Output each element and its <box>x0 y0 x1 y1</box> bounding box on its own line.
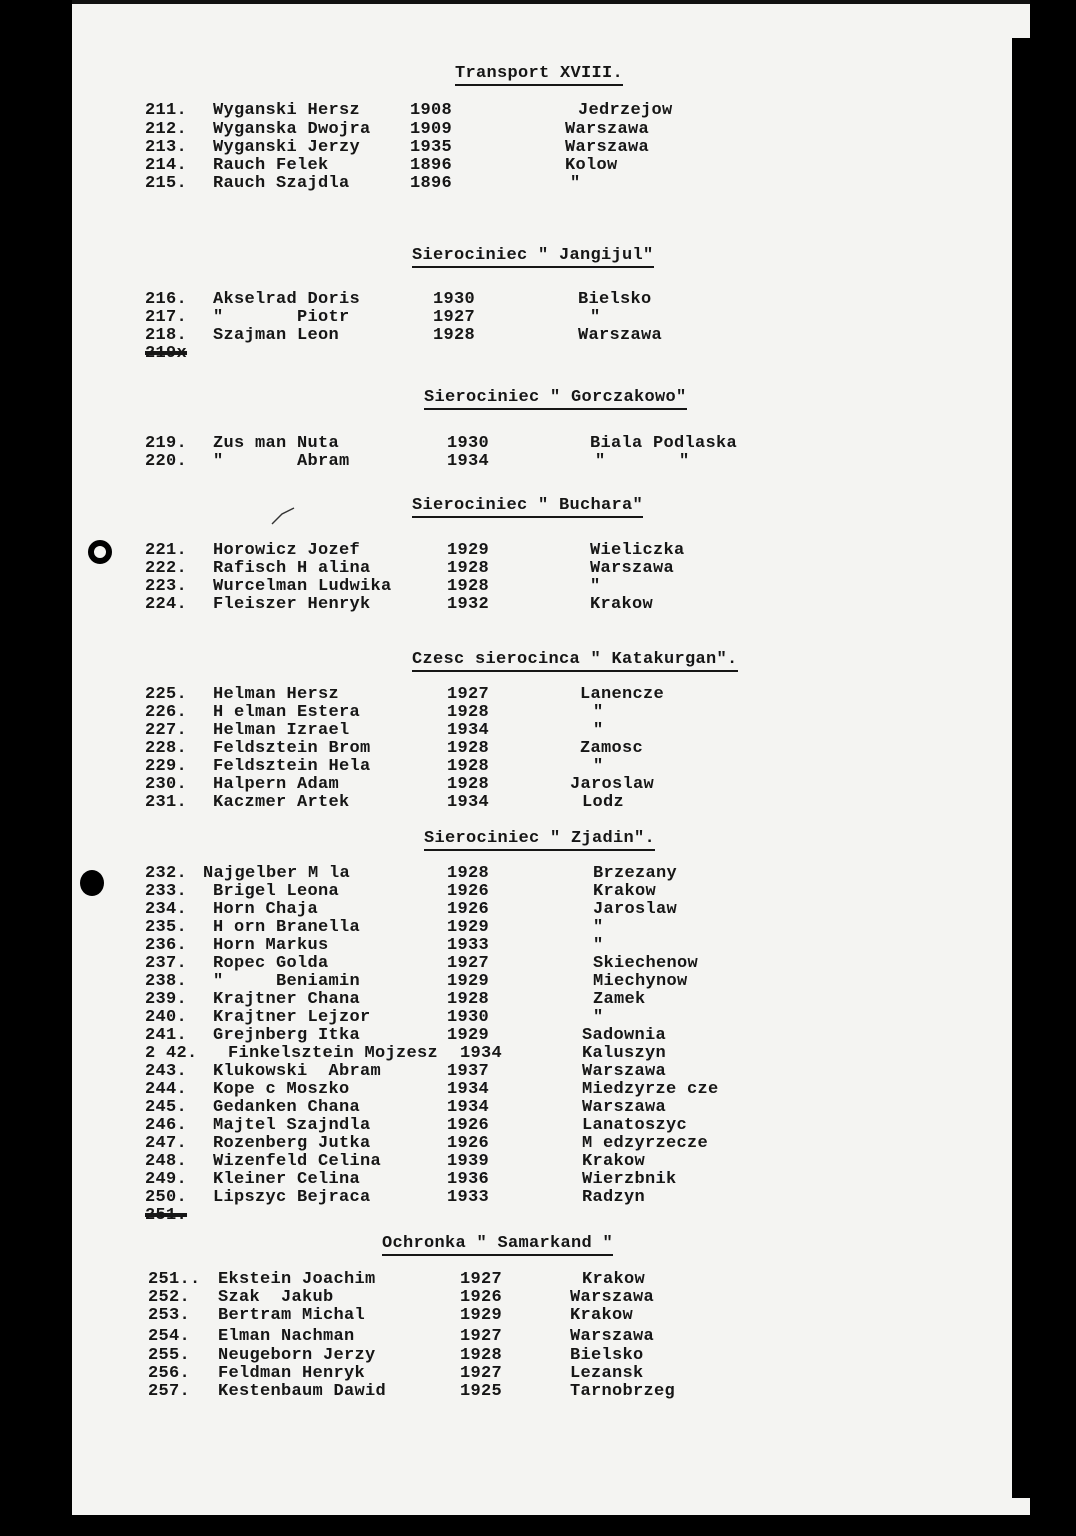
list-item <box>0 1134 1076 1154</box>
list-item <box>0 954 1076 974</box>
section-heading-text: Sierociniec " Gorczakowo" <box>424 388 687 410</box>
entry-place: Warszawa <box>565 138 650 157</box>
list-item <box>0 685 1076 705</box>
entry-year: 1926 <box>447 900 490 919</box>
list-item <box>0 1188 1076 1208</box>
entry-name: Elman Nachman <box>218 1327 355 1346</box>
entry-number: 238. <box>145 972 188 991</box>
entry-year: 1930 <box>447 434 490 453</box>
entry-number: 254. <box>148 1327 191 1346</box>
list-item <box>0 864 1076 884</box>
entry-number: 2 42. <box>145 1044 198 1063</box>
entry-name: Wyganska Dwojra <box>213 120 371 139</box>
entry-number: 249. <box>145 1170 188 1189</box>
entry-number: 247. <box>145 1134 188 1153</box>
list-item <box>0 290 1076 310</box>
entry-place: Lezansk <box>570 1364 644 1383</box>
section-heading <box>424 388 687 408</box>
scan-bottom-border <box>0 1515 1076 1536</box>
entry-place: " <box>593 936 604 955</box>
entry-year: 1926 <box>447 882 490 901</box>
entry-place: Bielsko <box>570 1346 644 1365</box>
entry-year: 1927 <box>460 1327 503 1346</box>
entry-year: 1939 <box>447 1152 490 1171</box>
entry-year: 1934 <box>460 1044 503 1063</box>
entry-place: " <box>570 174 581 193</box>
entry-name: Helman Hersz <box>213 685 340 704</box>
entry-number: 214. <box>145 156 188 175</box>
entry-name: Ropec Golda <box>213 954 329 973</box>
entry-number: 212. <box>145 120 188 139</box>
entry-name: H orn Branella <box>213 918 361 937</box>
entry-name: Wyganski Jerzy <box>213 138 361 157</box>
list-item <box>0 595 1076 615</box>
section-heading <box>412 650 738 670</box>
entry-place: " <box>593 721 604 740</box>
entry-name: Neugeborn Jerzy <box>218 1346 376 1365</box>
entry-number: 244. <box>145 1080 188 1099</box>
entry-number: 227. <box>145 721 188 740</box>
entry-place: Wieliczka <box>590 541 685 560</box>
entry-name: Feldman Henryk <box>218 1364 366 1383</box>
entry-number: 222. <box>145 559 188 578</box>
entry-year: 1928 <box>460 1346 503 1365</box>
entry-year: 1934 <box>447 1080 490 1099</box>
entry-number: 240. <box>145 1008 188 1027</box>
list-item <box>0 1008 1076 1028</box>
entry-place: Miechynow <box>593 972 688 991</box>
entry-place: Warszawa <box>565 120 650 139</box>
entry-year: 1934 <box>447 1098 490 1117</box>
entry-name: Feldsztein Hela <box>213 757 371 776</box>
entry-number: 232. <box>145 864 188 883</box>
entry-number: 255. <box>148 1346 191 1365</box>
list-item <box>0 174 1076 194</box>
entry-place: Sadownia <box>582 1026 667 1045</box>
entry-name: " Piotr <box>213 308 350 327</box>
entry-name: Brigel Leona <box>213 882 340 901</box>
list-item <box>0 1206 1076 1226</box>
entry-year: 1908 <box>410 101 453 120</box>
list-item <box>0 120 1076 140</box>
entry-name: Rauch Szajdla <box>213 174 350 193</box>
entry-number: 219x <box>145 344 188 363</box>
entry-place: Skiechenow <box>593 954 699 973</box>
entry-name: " Beniamin <box>213 972 361 991</box>
entry-number: 229. <box>145 757 188 776</box>
entry-name: Szak Jakub <box>218 1288 334 1307</box>
entry-place: Zamek <box>593 990 646 1009</box>
list-item <box>0 882 1076 902</box>
entry-name: Horn Markus <box>213 936 329 955</box>
entry-number: 219. <box>145 434 188 453</box>
entry-place: Warszawa <box>590 559 675 578</box>
list-item <box>0 344 1076 364</box>
entry-name: Kestenbaum Dawid <box>218 1382 387 1401</box>
entry-year: 1928 <box>447 577 490 596</box>
list-item <box>0 1026 1076 1046</box>
entry-place: Warszawa <box>570 1288 655 1307</box>
list-item <box>0 434 1076 454</box>
entry-number: 225. <box>145 685 188 704</box>
scan-top-border <box>72 0 1030 4</box>
entry-number: 250. <box>145 1188 188 1207</box>
list-item <box>0 972 1076 992</box>
entry-year: 1932 <box>447 595 490 614</box>
entry-name: Rafisch H alina <box>213 559 371 578</box>
list-item <box>0 990 1076 1010</box>
entry-number: 228. <box>145 739 188 758</box>
section-heading <box>424 829 655 849</box>
list-item <box>0 739 1076 759</box>
entry-name: Helman Izrael <box>213 721 350 740</box>
entry-name: Klukowski Abram <box>213 1062 382 1081</box>
list-item <box>0 577 1076 597</box>
entry-number: 237. <box>145 954 188 973</box>
entry-name: Horn Chaja <box>213 900 319 919</box>
list-item <box>0 1080 1076 1100</box>
list-item <box>0 559 1076 579</box>
entry-place: Krakow <box>590 595 654 614</box>
list-item <box>0 1288 1076 1308</box>
list-item <box>0 1327 1076 1347</box>
entry-number: 211. <box>145 101 188 120</box>
list-item <box>0 703 1076 723</box>
entry-year: 1927 <box>460 1270 503 1289</box>
list-item <box>0 918 1076 938</box>
title-text: Transport XVIII. <box>455 64 623 86</box>
entry-year: 1934 <box>447 452 490 471</box>
section-heading <box>412 496 643 516</box>
entry-name: Majtel Szajndla <box>213 1116 371 1135</box>
entry-year: 1930 <box>433 290 476 309</box>
entry-year: 1928 <box>447 559 490 578</box>
list-item <box>0 793 1076 813</box>
list-item <box>0 1098 1076 1118</box>
entry-number: 231. <box>145 793 188 812</box>
entry-year: 1927 <box>447 685 490 704</box>
entry-place: Lanatoszyc <box>582 1116 688 1135</box>
entry-number: 220. <box>145 452 188 471</box>
entry-number: 252. <box>148 1288 191 1307</box>
entry-year: 1927 <box>433 308 476 327</box>
entry-name: Feldsztein Brom <box>213 739 371 758</box>
entry-number: 241. <box>145 1026 188 1045</box>
entry-number: 251. <box>145 1206 188 1225</box>
entry-name: " Abram <box>213 452 350 471</box>
entry-place: Biala Podlaska <box>590 434 738 453</box>
entry-name: Krajtner Chana <box>213 990 361 1009</box>
entry-year: 1928 <box>433 326 476 345</box>
entry-place: " <box>590 577 601 596</box>
entry-name: Grejnberg Itka <box>213 1026 361 1045</box>
entry-name: Wurcelman Ludwika <box>213 577 392 596</box>
entry-year: 1934 <box>447 793 490 812</box>
entry-place: Zamosc <box>580 739 644 758</box>
entry-place: " <box>593 703 604 722</box>
entry-name: Akselrad Doris <box>213 290 361 309</box>
entry-place: " <box>593 757 604 776</box>
entry-place: Lodz <box>582 793 625 812</box>
list-item <box>0 1382 1076 1402</box>
list-item <box>0 452 1076 472</box>
list-item <box>0 1270 1076 1290</box>
entry-year: 1928 <box>447 757 490 776</box>
entry-number: 216. <box>145 290 188 309</box>
section-heading <box>382 1234 613 1254</box>
list-item <box>0 1116 1076 1136</box>
entry-year: 1928 <box>447 775 490 794</box>
entry-number: 221. <box>145 541 188 560</box>
entry-place: Brzezany <box>593 864 678 883</box>
entry-number: 215. <box>145 174 188 193</box>
entry-number: 245. <box>145 1098 188 1117</box>
entry-place: " <box>590 308 601 327</box>
list-item <box>0 138 1076 158</box>
entry-place: " <box>593 918 604 937</box>
entry-name: Wyganski Hersz <box>213 101 361 120</box>
entry-name: Lipszyc Bejraca <box>213 1188 371 1207</box>
list-item <box>0 1152 1076 1172</box>
list-item <box>0 1364 1076 1384</box>
entry-name: Ekstein Joachim <box>218 1270 376 1289</box>
list-item <box>0 936 1076 956</box>
entry-year: 1930 <box>447 1008 490 1027</box>
entry-name: Zus man Nuta <box>213 434 340 453</box>
list-item <box>0 308 1076 328</box>
entry-place: Radzyn <box>582 1188 646 1207</box>
list-item <box>0 775 1076 795</box>
entry-name: Gedanken Chana <box>213 1098 361 1117</box>
entry-number: 235. <box>145 918 188 937</box>
entry-year: 1935 <box>410 138 453 157</box>
entry-year: 1926 <box>460 1288 503 1307</box>
document-title <box>455 64 623 84</box>
section-heading-text: Sierociniec " Zjadin". <box>424 829 655 851</box>
entry-name: Wizenfeld Celina <box>213 1152 382 1171</box>
entry-number: 223. <box>145 577 188 596</box>
list-item <box>0 900 1076 920</box>
entry-year: 1896 <box>410 174 453 193</box>
entry-year: 1929 <box>447 972 490 991</box>
entry-year: 1909 <box>410 120 453 139</box>
entry-year: 1896 <box>410 156 453 175</box>
entry-year: 1928 <box>447 703 490 722</box>
entry-name: Krajtner Lejzor <box>213 1008 371 1027</box>
entry-number: 251.. <box>148 1270 201 1289</box>
entry-name: Najgelber M la <box>203 864 351 883</box>
entry-year: 1936 <box>447 1170 490 1189</box>
entry-year: 1934 <box>447 721 490 740</box>
list-item <box>0 721 1076 741</box>
entry-year: 1937 <box>447 1062 490 1081</box>
entry-place: " " <box>595 452 690 471</box>
list-item <box>0 1044 1076 1064</box>
entry-name: Rozenberg Jutka <box>213 1134 371 1153</box>
entry-year: 1929 <box>447 541 490 560</box>
section-heading-text: Sierociniec " Buchara" <box>412 496 643 518</box>
list-item <box>0 101 1076 121</box>
entry-number: 213. <box>145 138 188 157</box>
entry-name: Bertram Michal <box>218 1306 366 1325</box>
entry-name: Horowicz Jozef <box>213 541 361 560</box>
entry-year: 1929 <box>460 1306 503 1325</box>
entry-name: Kleiner Celina <box>213 1170 361 1189</box>
entry-number: 253. <box>148 1306 191 1325</box>
entry-number: 246. <box>145 1116 188 1135</box>
entry-place: Kolow <box>565 156 618 175</box>
list-item <box>0 326 1076 346</box>
section-heading <box>412 246 654 266</box>
entry-place: Jaroslaw <box>570 775 655 794</box>
entry-year: 1933 <box>447 936 490 955</box>
entry-place: Jedrzejow <box>578 101 673 120</box>
entry-place: Krakow <box>582 1270 646 1289</box>
entry-number: 234. <box>145 900 188 919</box>
entry-year: 1926 <box>447 1116 490 1135</box>
entry-name: H elman Estera <box>213 703 361 722</box>
section-heading-text: Sierociniec " Jangijul" <box>412 246 654 268</box>
entry-number: 243. <box>145 1062 188 1081</box>
section-heading-text: Ochronka " Samarkand " <box>382 1234 613 1256</box>
list-item <box>0 1346 1076 1366</box>
entry-place: Warszawa <box>578 326 663 345</box>
entry-number: 236. <box>145 936 188 955</box>
entry-number: 224. <box>145 595 188 614</box>
entry-number: 256. <box>148 1364 191 1383</box>
list-item <box>0 757 1076 777</box>
entry-year: 1929 <box>447 1026 490 1045</box>
entry-number: 217. <box>145 308 188 327</box>
entry-number: 233. <box>145 882 188 901</box>
entry-place: Warszawa <box>582 1062 667 1081</box>
entry-name: Kope c Moszko <box>213 1080 350 1099</box>
entry-place: Bielsko <box>578 290 652 309</box>
entry-place: Miedzyrze cze <box>582 1080 719 1099</box>
section-heading-text: Czesc sierocinca " Katakurgan". <box>412 650 738 672</box>
entry-name: Halpern Adam <box>213 775 340 794</box>
entry-year: 1928 <box>447 864 490 883</box>
entry-year: 1929 <box>447 918 490 937</box>
entry-year: 1926 <box>447 1134 490 1153</box>
list-item <box>0 1062 1076 1082</box>
list-item <box>0 541 1076 561</box>
entry-year: 1925 <box>460 1382 503 1401</box>
pen-mark <box>270 506 298 526</box>
list-item <box>0 1170 1076 1190</box>
entry-place: Lanencze <box>580 685 665 704</box>
entry-name: Finkelsztein Mojzesz <box>228 1044 439 1063</box>
entry-place: Krakow <box>582 1152 646 1171</box>
entry-name: Fleiszer Henryk <box>213 595 371 614</box>
entry-name: Kaczmer Artek <box>213 793 350 812</box>
entry-place: Krakow <box>570 1306 634 1325</box>
entry-year: 1928 <box>447 739 490 758</box>
entry-place: Wierzbnik <box>582 1170 677 1189</box>
entry-place: Warszawa <box>570 1327 655 1346</box>
list-item <box>0 156 1076 176</box>
entry-year: 1933 <box>447 1188 490 1207</box>
entry-place: Jaroslaw <box>593 900 678 919</box>
entry-place: Kaluszyn <box>582 1044 667 1063</box>
entry-number: 226. <box>145 703 188 722</box>
entry-year: 1927 <box>447 954 490 973</box>
entry-place: Warszawa <box>582 1098 667 1117</box>
entry-name: Szajman Leon <box>213 326 340 345</box>
list-item <box>0 1306 1076 1326</box>
entry-number: 248. <box>145 1152 188 1171</box>
entry-number: 230. <box>145 775 188 794</box>
entry-place: M edzyrzecze <box>582 1134 709 1153</box>
entry-year: 1927 <box>460 1364 503 1383</box>
entry-year: 1928 <box>447 990 490 1009</box>
entry-place: " <box>593 1008 604 1027</box>
entry-name: Rauch Felek <box>213 156 329 175</box>
entry-place: Tarnobrzeg <box>570 1382 676 1401</box>
entry-number: 257. <box>148 1382 191 1401</box>
entry-number: 218. <box>145 326 188 345</box>
entry-place: Krakow <box>593 882 657 901</box>
entry-number: 239. <box>145 990 188 1009</box>
